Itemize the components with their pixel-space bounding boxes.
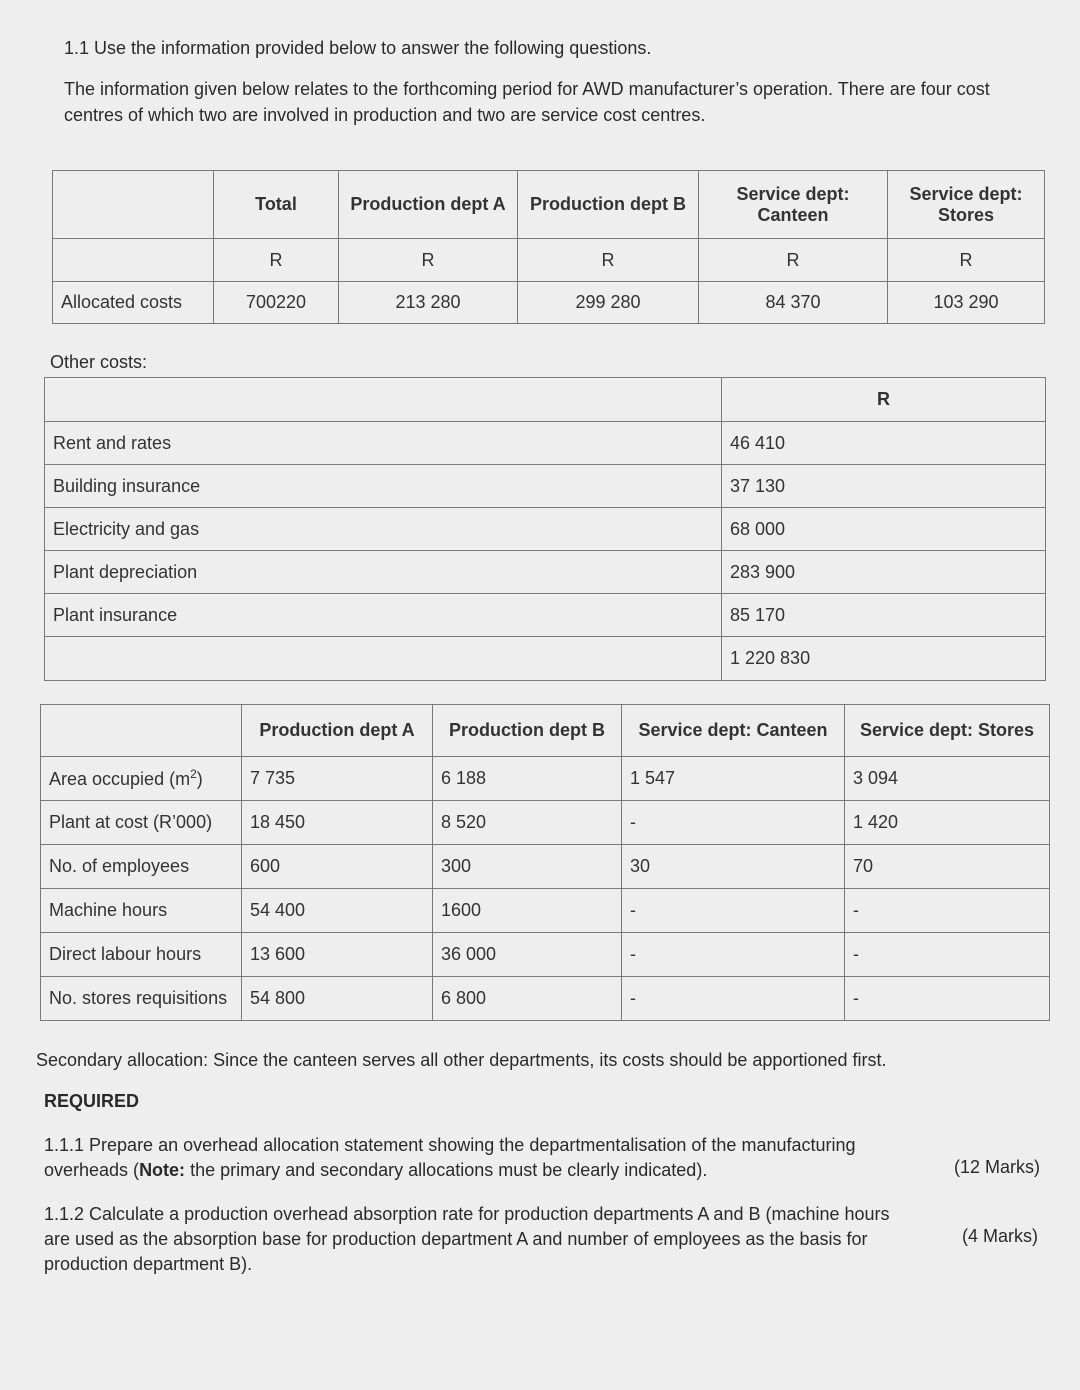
required-heading: REQUIRED [44,1091,140,1111]
question-2-line-3: production department B). [44,1254,253,1274]
question-2-line-2: are used as the absorption base for production department A and number of employees as the basis for [44,1229,868,1249]
cost-value: 85 170 [722,594,1046,637]
header-prod-b: Production dept B [433,705,622,757]
table-header-row [45,378,1046,422]
currency-cell: R [699,239,888,282]
value-prod-a: 213 280 [339,282,518,324]
row-label: Plant at cost (R’000) [41,801,242,845]
cell: 54 800 [242,977,433,1021]
table-row [45,594,1046,637]
table-row [45,508,1046,551]
row-label: Allocated costs [53,282,214,324]
cost-value: 68 000 [722,508,1046,551]
currency-row [53,239,1045,282]
cost-label: Electricity and gas [45,508,722,551]
cost-label: Plant depreciation [45,551,722,594]
header-prod-b: Production dept B [518,171,699,239]
cost-label: Rent and rates [45,422,722,465]
table-row [41,889,1050,933]
table-row [41,757,1050,801]
cell: - [622,933,845,977]
cell: - [622,801,845,845]
empty-cell [45,378,722,422]
question-1-marks: (12 Marks) [954,1157,1041,1177]
cell: 70 [845,845,1050,889]
value-total: 700220 [214,282,339,324]
question-2-marks: (4 Marks) [962,1226,1038,1246]
cell: - [845,889,1050,933]
question-1-line-2 [44,1158,707,1183]
row-label: Direct labour hours [41,933,242,977]
cell: 6 800 [433,977,622,1021]
header-canteen: Service dept: Canteen [699,171,888,239]
other-costs-table [44,377,1046,681]
cell: - [622,889,845,933]
question-2-line-1: 1.1.2 Calculate a production overhead absorption rate for production departments A and B (machine hours [44,1204,890,1224]
cell: 54 400 [242,889,433,933]
row-label: No. of employees [41,845,242,889]
area-superscript: 2 [190,767,197,781]
table-row [41,845,1050,889]
currency-cell: R [214,239,339,282]
cell: 1600 [433,889,622,933]
cell: 3 094 [845,757,1050,801]
row-label: Machine hours [41,889,242,933]
cost-value: 37 130 [722,465,1046,508]
secondary-allocation-note: Secondary allocation: Since the canteen serves all other departments, its costs should be apportioned first. [36,1050,887,1070]
department-bases-table [40,704,1050,1021]
currency-cell: R [339,239,518,282]
header-total: Total [214,171,339,239]
header-prod-a: Production dept A [242,705,433,757]
cost-value: 283 900 [722,551,1046,594]
cell: 300 [433,845,622,889]
cell: 600 [242,845,433,889]
cell: - [845,977,1050,1021]
table-row [41,801,1050,845]
value-stores: 103 290 [888,282,1045,324]
other-costs-title: Other costs: [50,352,148,372]
row-label [41,757,242,801]
empty-cell [53,171,214,239]
q1-text-post: the primary and secondary allocations must be clearly indicated). [185,1160,708,1180]
header-prod-a: Production dept A [339,171,518,239]
cell: 8 520 [433,801,622,845]
cost-value: 46 410 [722,422,1046,465]
empty-cell [53,239,214,282]
area-label: Area occupied (m [49,769,191,789]
cell: 7 735 [242,757,433,801]
cost-label: Building insurance [45,465,722,508]
cell: 6 188 [433,757,622,801]
cost-label: Plant insurance [45,594,722,637]
allocated-costs-table [52,170,1045,324]
currency-header: R [722,378,1046,422]
intro-line-2: The information given below relates to the forthcoming period for AWD manufacturer’s operation. There are four cost [64,79,990,99]
intro-line-1: 1.1 Use the information provided below to answer the following questions. [64,38,652,58]
table-header-row [41,705,1050,757]
area-label-end: ) [196,769,203,789]
table-row [45,422,1046,465]
table-row [45,551,1046,594]
cell: 13 600 [242,933,433,977]
cell: - [845,933,1050,977]
cell: 1 547 [622,757,845,801]
cell: 30 [622,845,845,889]
cell: 1 420 [845,801,1050,845]
header-stores: Service dept: Stores [845,705,1050,757]
total-row [45,637,1046,681]
cell: - [622,977,845,1021]
row-label: No. stores requisitions [41,977,242,1021]
table-row [41,977,1050,1021]
value-prod-b: 299 280 [518,282,699,324]
q1-note-label: Note: [139,1160,186,1180]
empty-cell [41,705,242,757]
table-header-row [53,171,1045,239]
header-canteen: Service dept: Canteen [622,705,845,757]
table-row [45,465,1046,508]
cell: 18 450 [242,801,433,845]
currency-cell: R [888,239,1045,282]
q1-text-pre: overheads ( [44,1160,140,1180]
currency-cell: R [518,239,699,282]
cell: 36 000 [433,933,622,977]
value-canteen: 84 370 [699,282,888,324]
allocated-costs-row [53,282,1045,324]
intro-line-3: centres of which two are involved in production and two are service cost centres. [64,105,706,125]
total-value: 1 220 830 [722,637,1046,681]
header-stores: Service dept: Stores [888,171,1045,239]
table-row [41,933,1050,977]
empty-cell [45,637,722,681]
question-1-line-1: 1.1.1 Prepare an overhead allocation statement showing the departmentalisation of the manufacturing [44,1135,856,1155]
